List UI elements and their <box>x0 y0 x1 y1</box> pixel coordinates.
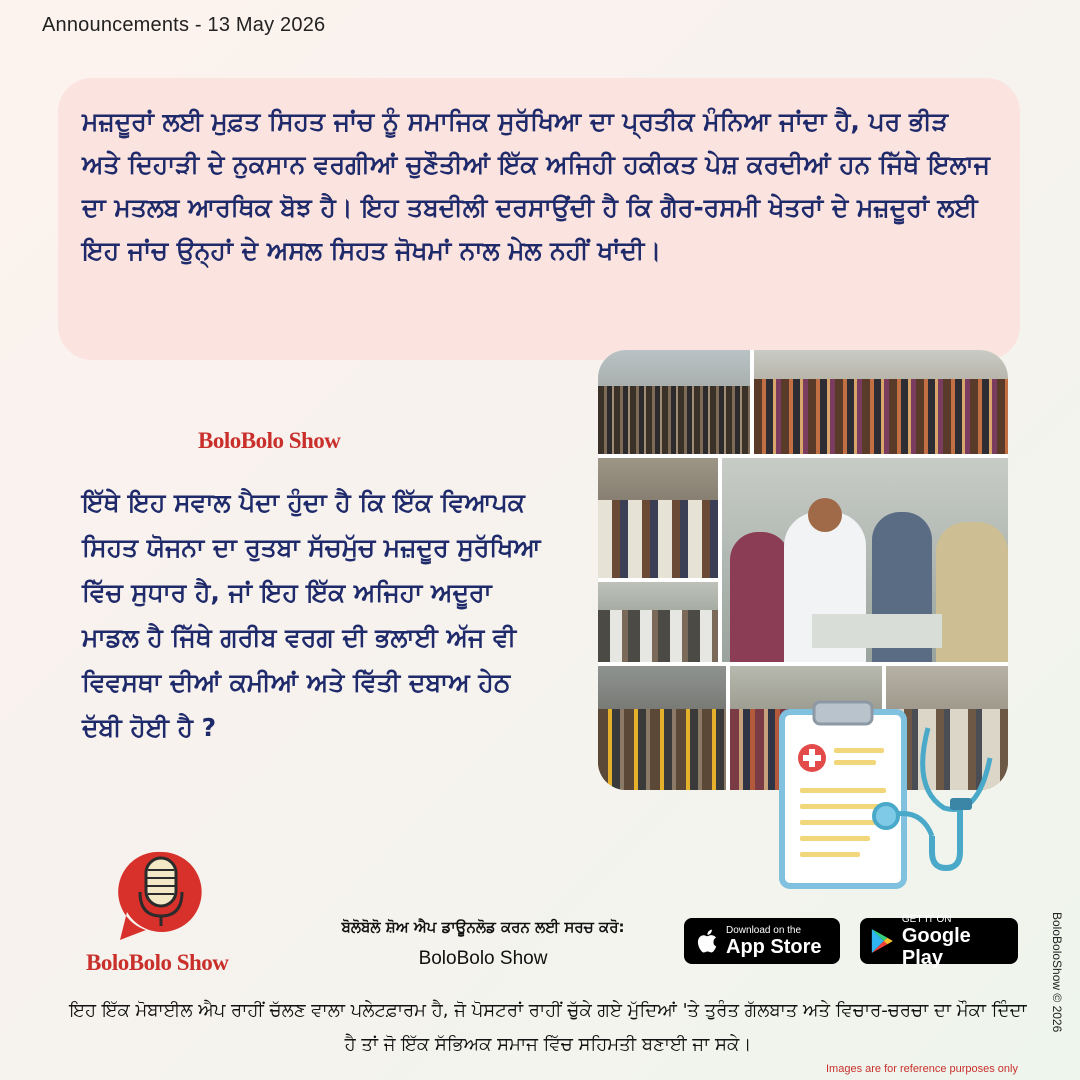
google-play-button[interactable] <box>860 913 1018 969</box>
question-text: ਇੱਥੇ ਇਹ ਸਵਾਲ ਪੈਦਾ ਹੁੰਦਾ ਹੈ ਕਿ ਇੱਕ ਵਿਆਪਕ ਸਿਹਤ ਯੋਜਨਾ ਦਾ ਰੁਤਬਾ ਸੱਚਮੁੱਚ ਮਜ਼ਦੂਰ ਸੁਰੱਖਿਆ ਵਿੱਚ ਸੁਧਾਰ ਹੈ, ਜਾਂ ਇਹ ਇੱਕ ਅਜਿਹਾ ਅਦੂਰਾ ਮਾਡਲ ਹੈ ਜਿੱਥੇ ਗਰੀਬ ਵਰਗ ਦੀ ਭਲਾਈ ਅੱਜ ਵੀ ਵਿਵਸਥਾ ਦੀਆਂ ਕਮੀਆਂ ਅਤੇ ਵਿੱਤੀ ਦਬਾਅ ਹੇਠ ਦੱਬੀ ਹੋਈ ਹੈ ? <box>82 488 541 742</box>
google-play-small-label: GET IT ON <box>901 913 952 925</box>
app-store-big-label: App Store <box>726 935 822 958</box>
footer-text: ਇਹ ਇੱਕ ਮੋਬਾਈਲ ਐਪ ਰਾਹੀਂ ਚੱਲਣ ਵਾਲਾ ਪਲੇਟਫ਼ਾਰਮ ਹੈ, ਜੋ ਪੋਸਟਰਾਂ ਰਾਹੀਂ ਚੁੱਕੇ ਗਏ ਮੁੱਦਿਆਂ 'ਤੇ ਤੁਰੰਤ ਗੱਲਬਾਤ ਅਤੇ ਵਿਚਾਰ-ਚਰਚਾ ਦਾ ਮੌਕਾ ਦਿੰਦਾ ਹੈ ਤਾਂ ਜੋ ਇੱਕ ਸੱਭਿਅਕ ਸਮਾਜ ਵਿੱਚ ਸਹਿਮਤੀ ਬਣਾਈ ਜਾ ਸਕੇ। <box>69 1000 1027 1055</box>
microphone-icon <box>118 850 204 942</box>
collage-photo-patient <box>598 582 718 662</box>
header-date: Announcements - 13 May 2026 <box>42 14 326 36</box>
collage-photo-queue <box>598 350 750 454</box>
stethoscope-icon <box>868 718 1008 878</box>
google-play-icon <box>870 927 894 955</box>
copyright-text: BoloBoloShow © 2026 <box>1050 912 1064 1033</box>
collage-photo-desk <box>598 458 718 578</box>
brand-label: BoloBolo Show <box>198 428 341 453</box>
download-app-name: BoloBolo Show <box>418 948 548 969</box>
download-prompt: ਬੋਲੋਬੋਲੋ ਸ਼ੋਅ ਐਪ ਡਾਊਨਲੋਡ ਕਰਨ ਲਈ ਸਰਚ ਕਰੋ: <box>341 918 625 936</box>
app-store-small-label: Download on the <box>726 924 802 936</box>
intro-text: ਮਜ਼ਦੂਰਾਂ ਲਈ ਮੁਫ਼ਤ ਸਿਹਤ ਜਾਂਚ ਨੂੰ ਸਮਾਜਿਕ ਸੁਰੱਖਿਆ ਦਾ ਪ੍ਰਤੀਕ ਮੰਨਿਆ ਜਾਂਦਾ ਹੈ, ਪਰ ਭੀੜ ਅਤੇ ਦਿਹਾੜੀ ਦੇ ਨੁਕਸਾਨ ਵਰਗੀਆਂ ਚੁਣੌਤੀਆਂ ਇੱਕ ਅਜਿਹੀ ਹਕੀਕਤ ਪੇਸ਼ ਕਰਦੀਆਂ ਹਨ ਜਿੱਥੇ ਇਲਾਜ ਦਾ ਮਤਲਬ ਆਰਥਿਕ ਬੋਝ ਹੈ। ਇਹ ਤਬਦੀਲੀ ਦਰਸਾਉਂਦੀ ਹੈ ਕਿ ਗੈਰ-ਰਸਮੀ ਖੇਤਰਾਂ ਦੇ ਮਜ਼ਦੂਰਾਂ ਲਈ ਇਹ ਜਾਂਚ ਉਨ੍ਹਾਂ ਦੇ ਅਸਲ ਸਿਹਤ ਜੋਖਮਾਂ ਨਾਲ ਮੇਲ ਨਹੀਂ ਖਾਂਦੀ। <box>82 107 990 265</box>
intro-card <box>58 78 1020 360</box>
logo-text: BoloBolo Show <box>86 950 229 975</box>
copyright <box>1046 912 1066 1062</box>
disclaimer: Images are for reference purposes only <box>826 1063 1018 1075</box>
collage-photo-workers <box>598 666 726 790</box>
google-play-big-label: Google Play <box>901 924 971 969</box>
app-store-button[interactable] <box>684 918 840 964</box>
collage-photo-crowd <box>754 350 1008 454</box>
collage-photo-doctor <box>722 458 1008 662</box>
apple-icon <box>694 927 718 955</box>
